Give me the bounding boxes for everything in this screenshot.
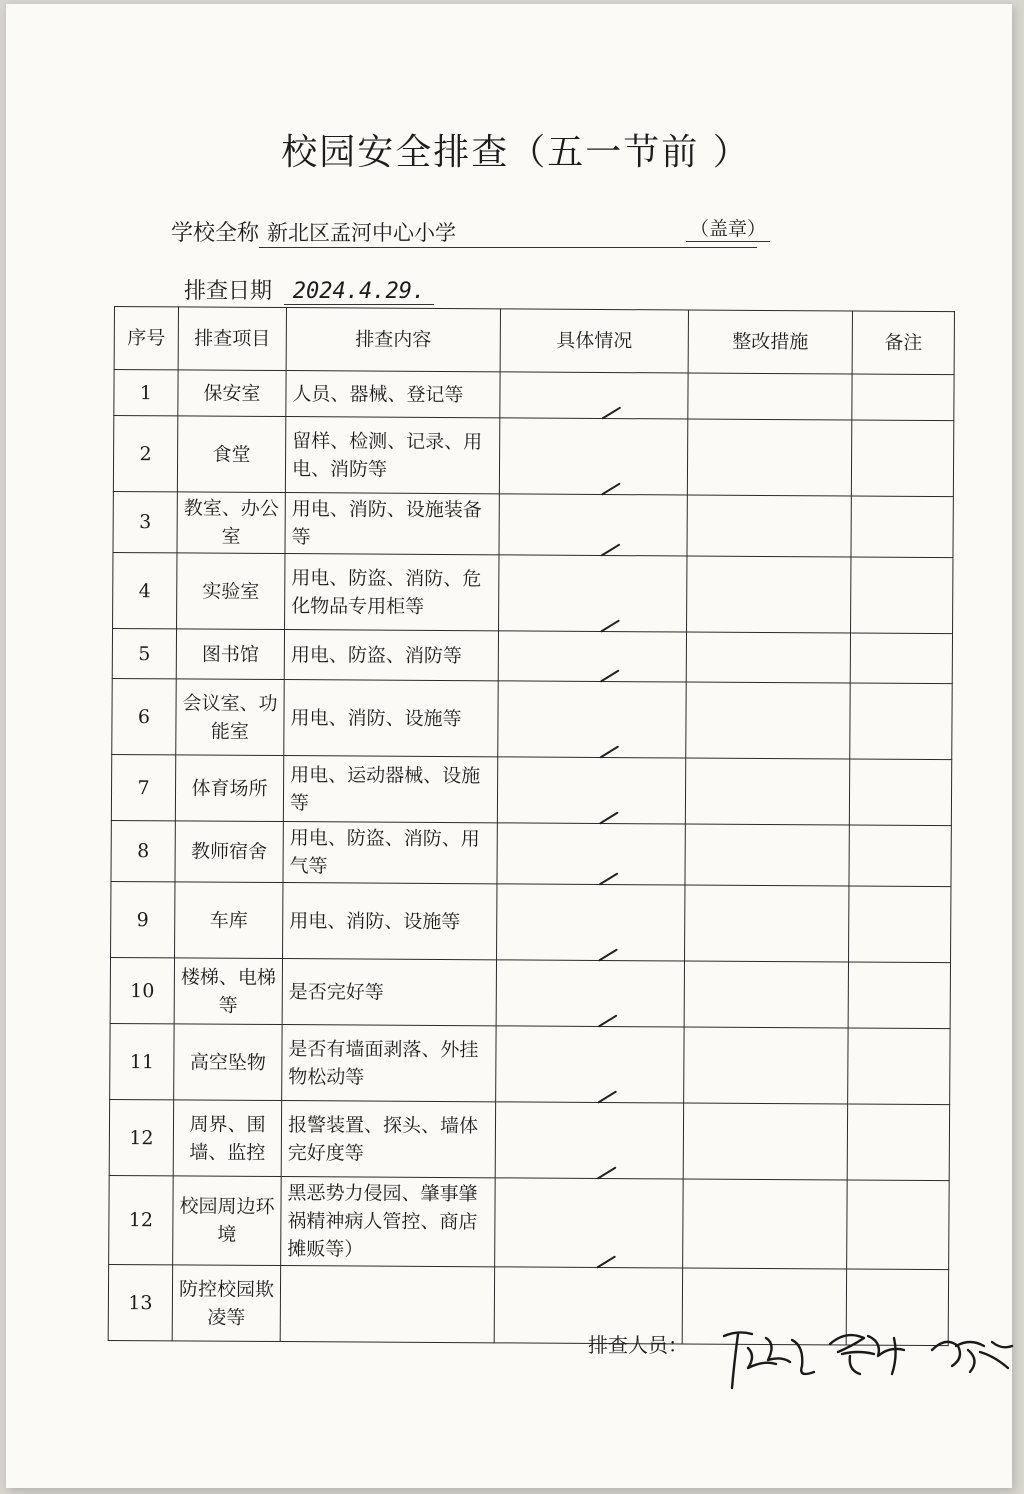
row-no: 7 xyxy=(111,754,175,820)
row-remarks xyxy=(851,420,953,497)
row-status xyxy=(497,823,685,885)
row-measures xyxy=(688,373,852,420)
row-status xyxy=(497,884,685,961)
row-measures xyxy=(687,556,851,633)
row-remarks xyxy=(849,759,951,826)
header-content: 排查内容 xyxy=(286,308,500,372)
row-item: 会议室、功能室 xyxy=(176,679,284,756)
document-sheet xyxy=(6,4,1012,1488)
table-row xyxy=(110,1023,950,1104)
row-measures xyxy=(684,1027,848,1104)
row-measures xyxy=(685,758,849,825)
row-no: 12 xyxy=(109,1175,174,1264)
row-item: 食堂 xyxy=(177,416,285,493)
row-no: 11 xyxy=(110,1023,174,1099)
row-item: 高空坠物 xyxy=(174,1024,282,1101)
row-item: 车库 xyxy=(175,882,283,959)
row-measures xyxy=(683,1103,847,1180)
row-status xyxy=(500,372,688,419)
row-remarks xyxy=(851,557,953,634)
row-remarks xyxy=(850,683,952,760)
row-content: 报警装置、探头、墙体完好度等 xyxy=(281,1101,495,1178)
inspection-table xyxy=(108,306,955,1346)
row-status xyxy=(495,1102,683,1179)
row-remarks xyxy=(851,496,953,558)
row-item: 实验室 xyxy=(177,553,285,630)
row-no: 13 xyxy=(108,1264,172,1340)
table-row xyxy=(112,678,952,759)
row-item: 周界、围墙、监控 xyxy=(173,1100,281,1177)
row-item: 楼梯、电梯等 xyxy=(174,958,282,1025)
document-title: 校园安全排查（五一节前 ） xyxy=(281,132,751,173)
table-row xyxy=(109,1099,949,1180)
header-status: 具体情况 xyxy=(500,309,688,373)
row-no: 8 xyxy=(111,820,175,881)
table-row xyxy=(110,957,950,1028)
row-status xyxy=(496,960,684,1027)
row-item: 教师宿舍 xyxy=(175,821,283,883)
table-row xyxy=(111,754,951,825)
header-measures: 整改措施 xyxy=(688,310,852,374)
row-measures xyxy=(685,824,849,886)
row-remarks xyxy=(848,962,950,1029)
row-status xyxy=(499,418,687,495)
row-status xyxy=(498,681,686,758)
row-measures xyxy=(683,1179,848,1269)
row-content: 用电、防盗、消防、危化物品专用柜等 xyxy=(285,554,499,631)
row-content: 是否完好等 xyxy=(282,959,496,1026)
row-content: 人员、器械、登记等 xyxy=(286,371,500,418)
row-no: 1 xyxy=(114,370,178,416)
header-remarks: 备注 xyxy=(852,311,954,375)
table-header-row xyxy=(114,307,954,375)
handwritten-signature xyxy=(718,1316,1018,1396)
row-remarks xyxy=(852,374,954,421)
row-no: 5 xyxy=(112,628,176,678)
row-status xyxy=(499,494,687,556)
table-row xyxy=(113,491,953,557)
row-item: 校园周边环境 xyxy=(173,1176,282,1266)
row-content: 是否有墙面剥落、外挂物松动等 xyxy=(282,1025,496,1102)
row-content: 黑恶势力侵园、肇事肇祸精神病人管控、商店摊贩等） xyxy=(281,1177,496,1267)
row-no: 9 xyxy=(111,881,175,957)
row-status xyxy=(497,757,685,824)
school-name-value: 新北区孟河中心小学 xyxy=(259,217,757,248)
row-content: 用电、消防、设施等 xyxy=(284,680,498,757)
row-remarks xyxy=(850,633,952,684)
row-measures xyxy=(686,682,850,759)
row-remarks xyxy=(847,1180,950,1270)
row-remarks xyxy=(849,886,951,963)
row-no: 6 xyxy=(112,678,176,754)
row-item: 防控校园欺凌等 xyxy=(172,1265,280,1342)
row-content xyxy=(280,1266,494,1343)
inspection-date-label: 排查日期 xyxy=(184,279,273,304)
row-item: 教室、办公室 xyxy=(177,492,285,554)
table-row xyxy=(112,628,952,683)
row-measures xyxy=(686,632,850,683)
row-remarks xyxy=(847,1104,949,1181)
row-status xyxy=(496,1026,684,1103)
row-no: 4 xyxy=(113,552,177,628)
row-status xyxy=(495,1178,684,1268)
inspection-date-row xyxy=(184,274,434,305)
row-content: 留样、检测、记录、用电、消防等 xyxy=(285,417,499,494)
table-row xyxy=(111,820,951,886)
row-status xyxy=(498,631,686,682)
school-name-label: 学校全称 xyxy=(171,221,260,246)
header-no: 序号 xyxy=(114,307,178,370)
table-row xyxy=(113,552,953,633)
row-content: 用电、消防、设施等 xyxy=(283,883,497,960)
row-item: 体育场所 xyxy=(175,755,283,822)
table-row xyxy=(111,881,951,962)
row-remarks xyxy=(848,1028,950,1105)
row-content: 用电、防盗、消防等 xyxy=(284,630,498,681)
inspection-date-value: 2024.4.29. xyxy=(284,279,434,305)
row-no: 10 xyxy=(110,957,174,1023)
row-item: 保安室 xyxy=(178,370,286,417)
table-row xyxy=(114,370,954,421)
row-content: 用电、防盗、消防、用气等 xyxy=(283,822,497,884)
row-remarks xyxy=(849,825,951,887)
row-measures xyxy=(687,419,851,496)
row-measures xyxy=(687,495,851,557)
seal-label: （盖章） xyxy=(686,214,770,242)
row-content: 用电、消防、设施装备等 xyxy=(285,493,499,555)
table-row xyxy=(109,1175,950,1269)
row-measures xyxy=(685,885,849,962)
inspectors-label: 排查人员： xyxy=(588,1333,688,1357)
row-no: 2 xyxy=(113,416,177,492)
row-no: 3 xyxy=(113,491,177,552)
table-row xyxy=(113,416,953,497)
table-body xyxy=(108,370,954,1346)
row-item: 图书馆 xyxy=(176,629,284,680)
row-no: 12 xyxy=(109,1099,173,1175)
row-content: 用电、运动器械、设施等 xyxy=(283,756,497,823)
header-item: 排查项目 xyxy=(178,307,286,371)
row-measures xyxy=(684,961,848,1028)
school-name-row xyxy=(171,216,757,248)
row-status xyxy=(499,555,687,632)
